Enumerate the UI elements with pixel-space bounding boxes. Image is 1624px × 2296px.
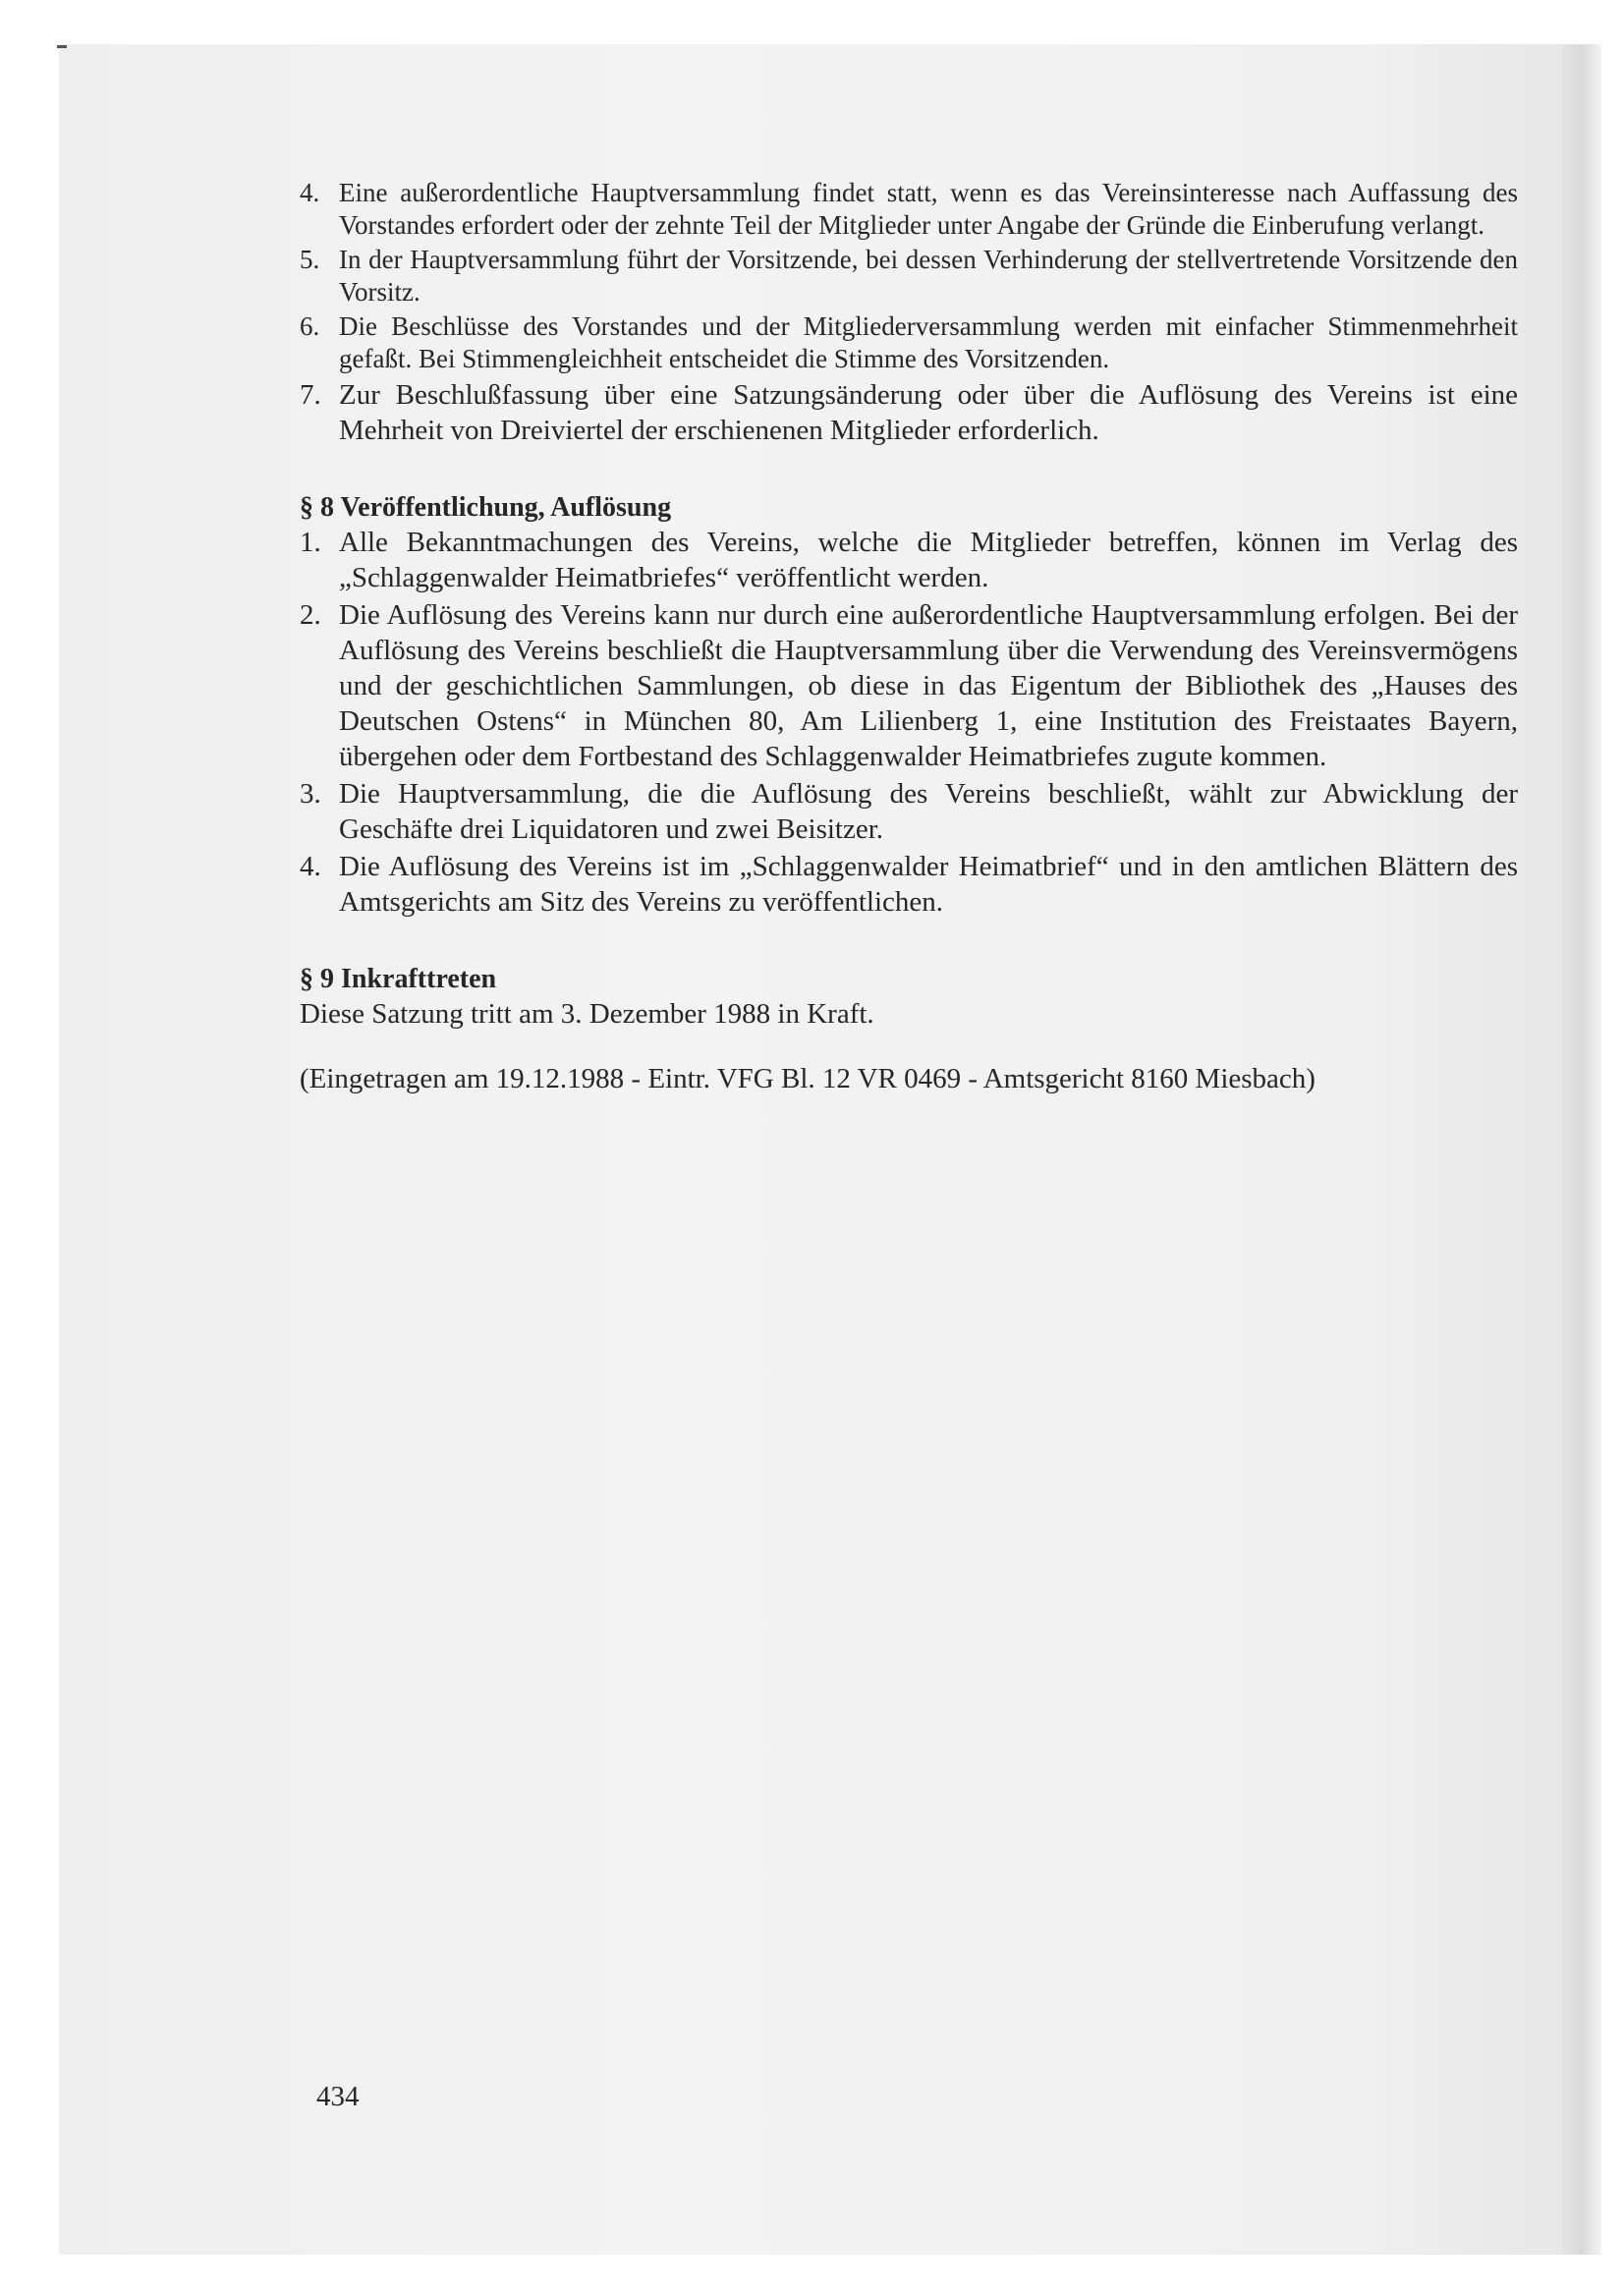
list-item [300, 244, 1518, 308]
list-item [300, 177, 1518, 242]
item-number: 6. [300, 311, 320, 341]
top-numbered-list [300, 177, 1518, 448]
item-number: 3. [300, 778, 321, 810]
section-8 [300, 491, 1518, 920]
item-number: 2. [300, 599, 321, 631]
page-content [300, 177, 1518, 1096]
item-text: Die Auflösung des Vereins kann nur durch eine außerordentliche Hauptversammlung erfolgen. Bei der Auflösung des Vereins beschließt die Hauptversammlung über die Verwendung des Vereinsvermögens und der geschichtlichen Sammlungen, ob diese in das Eigentum der Bibliothek des „Hauses des Deutschen Ostens“ in München 80, Am Lilienberg 1, eine Institution des Freistaates Bayern, übergehen oder dem Fortbestand des Schlaggenwalder Heimatbriefes zugute kommen. [339, 599, 1518, 772]
section-heading: § 8 Veröffentlichung, Auflösung [300, 492, 672, 523]
item-text: In der Hauptversammlung führt der Vorsitzende, bei dessen Verhinderung der stellvertretende Vorsitzende den Vorsitz. [339, 245, 1518, 307]
item-text: Die Hauptversammlung, die die Auflösung des Vereins beschließt, wählt zur Abwicklung der Geschäfte drei Liquidatoren und zwei Beisitzer. [339, 778, 1518, 845]
page-number: 434 [316, 2081, 360, 2112]
item-text: Eine außerordentliche Hauptversammlung findet statt, wenn es das Vereinsinteresse nach Auffassung des Vorstandes erfordert oder der zehnte Teil der Mitglieder unter Angabe der Gründe die Einberufung verlangt. [339, 178, 1518, 240]
section-text: Diese Satzung tritt am 3. Dezember 1988 in Kraft. [300, 998, 874, 1030]
item-number: 5. [300, 245, 320, 274]
item-number: 1. [300, 527, 321, 558]
list-item [300, 849, 1518, 920]
item-text: Die Beschlüsse des Vorstandes und der Mitgliederversammlung werden mit einfacher Stimmenmehrheit gefaßt. Bei Stimmengleichheit entscheidet die Stimme des Vorsitzenden. [339, 311, 1518, 373]
list-item [300, 525, 1518, 595]
item-text: Alle Bekanntmachungen des Vereins, welche die Mitglieder betreffen, können im Verlag des „Schlaggenwalder Heimatbriefes“ veröffentlicht werden. [339, 527, 1518, 593]
list-item [300, 377, 1518, 448]
scan-mark [57, 45, 67, 48]
list-item [300, 597, 1518, 774]
item-text: Die Auflösung des Vereins ist im „Schlaggenwalder Heimatbrief“ und in den amtlichen Blättern des Amtsgerichts am Sitz des Vereins zu veröffentlichen. [339, 851, 1518, 918]
section-heading: § 9 Inkrafttreten [300, 964, 497, 994]
scan-binding-shadow [1562, 44, 1601, 2255]
list-item [300, 776, 1518, 847]
item-number: 4. [300, 851, 321, 882]
item-number: 4. [300, 178, 320, 207]
item-number: 7. [300, 379, 321, 411]
registration-note: (Eingetragen am 19.12.1988 - Eintr. VFG Bl. 12 VR 0469 - Amtsgericht 8160 Miesbach) [300, 1063, 1316, 1094]
list-item [300, 310, 1518, 375]
item-text: Zur Beschlußfassung über eine Satzungsänderung oder über die Auflösung des Vereins ist eine Mehrheit von Dreiviertel der erschienenen Mitglieder erforderlich. [339, 379, 1518, 446]
section-9 [300, 963, 1518, 1032]
